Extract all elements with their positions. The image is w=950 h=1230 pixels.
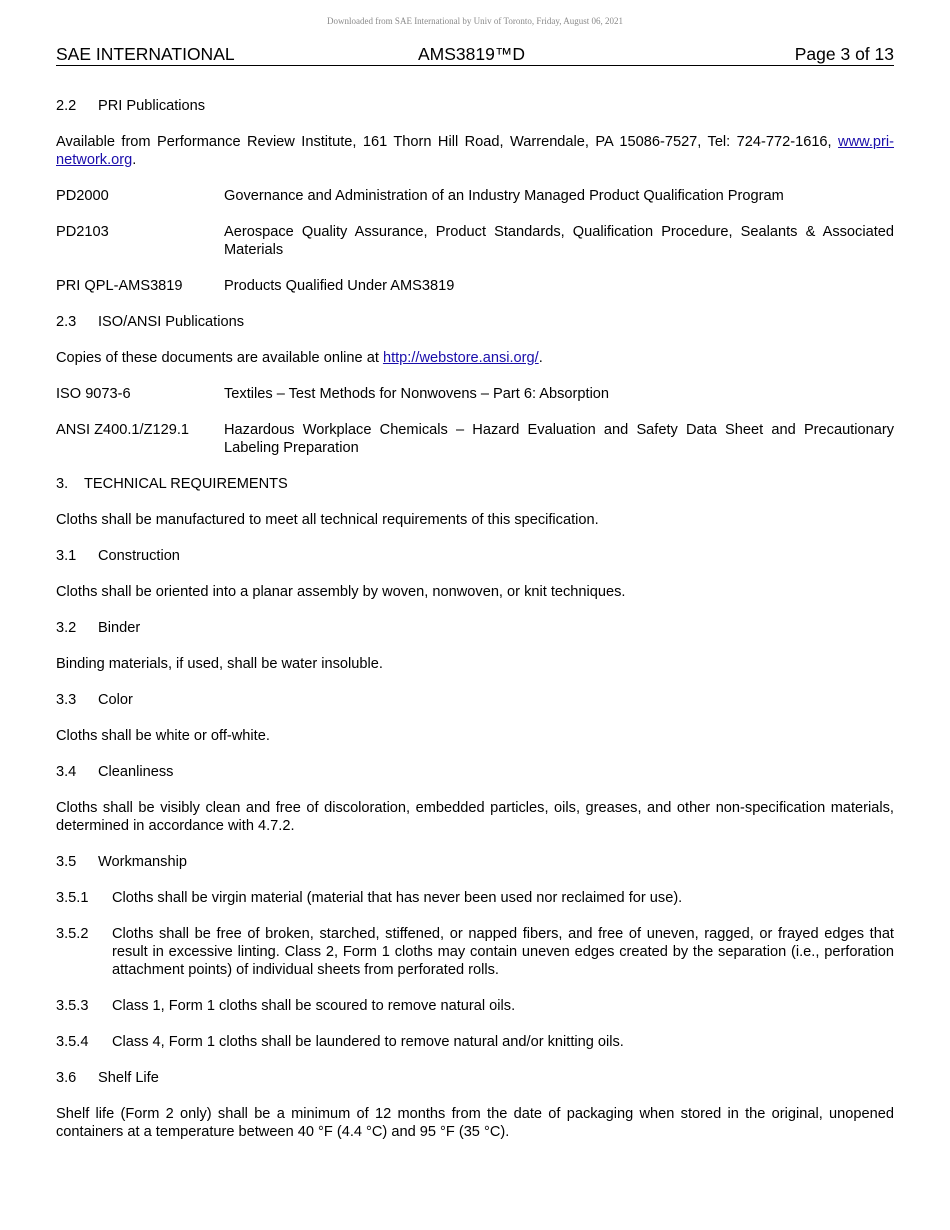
header-doc-number: AMS3819™D (418, 44, 525, 64)
subsection-text: Class 4, Form 1 cloths shall be laundered to remove natural and/or knitting oils. (112, 1034, 624, 1050)
subsection-item (56, 997, 894, 1015)
section-heading-3-4 (56, 763, 894, 781)
section-number: 3.1 (56, 548, 77, 564)
reference-title: Hazardous Workplace Chemicals – Hazard Evaluation and Safety Data Sheet and Precautionary Labeling Preparation (224, 422, 894, 456)
download-watermark: Downloaded from SAE International by Univ of Toronto, Friday, August 06, 2021 (326, 16, 624, 26)
section-title: Binder (98, 620, 141, 636)
paragraph-end: . (538, 350, 543, 366)
section-paragraph: Binding materials, if used, shall be water insoluble. (56, 656, 383, 672)
document-body (56, 97, 894, 1159)
paragraph-text: Available from Performance Review Institute, 161 Thorn Hill Road, Warrendale, PA 15086-7527, Tel: 724-772-1616, (56, 134, 839, 150)
section-number: 3.2 (56, 620, 77, 636)
ansi-webstore-link[interactable]: http://webstore.ansi.org/ (382, 350, 539, 366)
section-heading-3-1 (56, 547, 894, 565)
reference-code: ISO 9073-6 (56, 386, 131, 402)
subsection-text: Cloths shall be virgin material (material that has never been used nor reclaimed for use). (112, 890, 683, 906)
section-heading-3-3 (56, 691, 894, 709)
reference-title: Aerospace Quality Assurance, Product Standards, Qualification Procedure, Sealants & Associated Materials (224, 224, 894, 258)
subsection-number: 3.5.2 (56, 926, 89, 942)
paragraph-end: . (132, 152, 137, 168)
section-number: 2.3 (56, 314, 77, 330)
section-paragraph: Cloths shall be visibly clean and free of discoloration, embedded particles, oils, greases, and other non-specification materials, determined in accordance with 4.7.2. (56, 800, 894, 834)
section-heading-2-2 (56, 97, 894, 115)
header-page-number: Page 3 of 13 (794, 44, 894, 64)
section-paragraph: Shelf life (Form 2 only) shall be a minimum of 12 months from the date of packaging when stored in the original, unopened containers at a temperature between 40 °F (4.4 °C) and 95 °F (35 °C). (56, 1106, 894, 1140)
section-number: 3.3 (56, 692, 77, 708)
section-paragraph: Cloths shall be manufactured to meet all technical requirements of this specification. (56, 512, 599, 528)
section-number: 2.2 (56, 98, 77, 114)
ansi-availability-paragraph (56, 349, 894, 367)
section-heading-3-2 (56, 619, 894, 637)
section-number: 3.6 (56, 1070, 77, 1086)
reference-title: Textiles – Test Methods for Nonwovens – Part 6: Absorption (224, 386, 610, 402)
section-title: PRI Publications (98, 98, 206, 114)
reference-code: PRI QPL-AMS3819 (56, 278, 183, 294)
section-paragraph: Cloths shall be white or off-white. (56, 728, 270, 744)
section-title: Color (98, 692, 133, 708)
pri-availability-paragraph (56, 133, 894, 169)
reference-title: Governance and Administration of an Industry Managed Product Qualification Program (224, 188, 784, 204)
subsection-text: Cloths shall be free of broken, starched, stiffened, or napped fibers, and free of uneven, ragged, or frayed edges that result in excessive linting. Class 2, Form 1 cloths may contain uneven edges created by the separation (i.e., perforation attachment points) of individual sheets from perforated rolls. (112, 926, 894, 978)
section-title: ISO/ANSI Publications (98, 314, 245, 330)
subsection-number: 3.5.1 (56, 890, 89, 906)
pri-network-link[interactable]: www.pri-network.org (56, 134, 894, 168)
section-title: Cleanliness (98, 764, 174, 780)
reference-row (56, 385, 894, 403)
section-title: Workmanship (98, 854, 187, 870)
subsection-number: 3.5.3 (56, 998, 89, 1014)
reference-row (56, 187, 894, 205)
reference-row (56, 277, 894, 295)
section-paragraph: Cloths shall be oriented into a planar assembly by woven, nonwoven, or knit techniques. (56, 584, 626, 600)
section-heading-3 (56, 475, 894, 493)
section-heading-3-6 (56, 1069, 894, 1087)
section-title: Construction (98, 548, 180, 564)
subsection-item (56, 1033, 894, 1051)
reference-code: PD2103 (56, 224, 109, 240)
section-heading-2-3 (56, 313, 894, 331)
reference-code: PD2000 (56, 188, 109, 204)
header-org: SAE INTERNATIONAL (56, 44, 235, 64)
reference-row (56, 421, 894, 457)
subsection-number: 3.5.4 (56, 1034, 89, 1050)
section-title: TECHNICAL REQUIREMENTS (84, 476, 288, 492)
paragraph-text: Copies of these documents are available online at (56, 350, 383, 366)
section-title: Shelf Life (98, 1070, 159, 1086)
reference-title: Products Qualified Under AMS3819 (224, 278, 455, 294)
section-heading-3-5 (56, 853, 894, 871)
reference-row (56, 223, 894, 259)
section-number: 3.5 (56, 854, 77, 870)
subsection-text: Class 1, Form 1 cloths shall be scoured to remove natural oils. (112, 998, 516, 1014)
subsection-item (56, 925, 894, 979)
reference-code: ANSI Z400.1/Z129.1 (56, 422, 190, 438)
section-number: 3. (56, 476, 69, 492)
page-header (56, 44, 894, 66)
section-number: 3.4 (56, 764, 77, 780)
subsection-item (56, 889, 894, 907)
